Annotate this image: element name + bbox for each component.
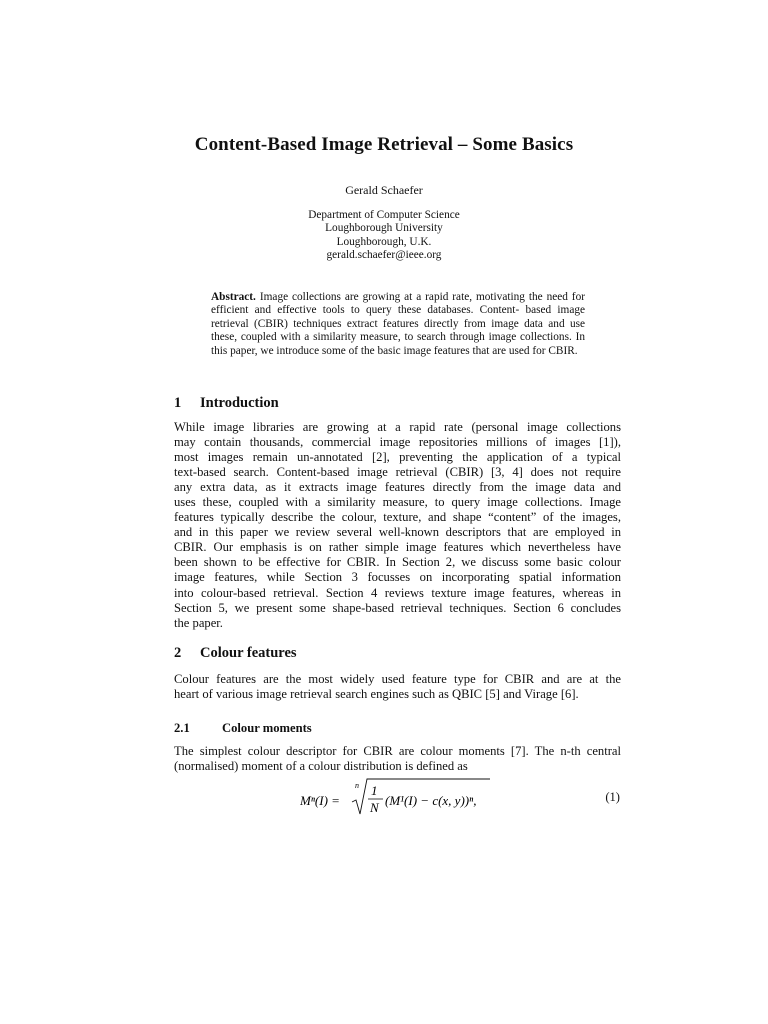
abstract-heading: Abstract.: [211, 291, 256, 303]
affiliation-block: [0, 209, 768, 263]
text-line: features typically describe the colour, texture, and shape “content” of the images,: [174, 510, 621, 525]
subsection-title: Colour moments: [222, 721, 312, 735]
abstract-line: image data and use these, coupled with a similarity measure, to search: [211, 317, 586, 344]
affiliation-line: Loughborough University: [325, 222, 443, 235]
author-email: gerald.schaefer@ieee.org: [326, 249, 442, 262]
equation-lhs: Mⁿ(I) =: [300, 793, 340, 808]
paper-title: Content-Based Image Retrieval – Some Basics: [194, 134, 574, 155]
subsection-number: 2.1: [174, 721, 190, 735]
equation-body: (M¹(I) − c(x, y))ⁿ,: [385, 793, 477, 808]
text-line: While image libraries are growing at a rapid rate (personal image collections: [174, 420, 621, 434]
equation-formula: [300, 776, 510, 822]
text-line: Colour features are the most widely used feature type for CBIR and are at the: [174, 672, 621, 686]
equation-root-index: n: [355, 781, 359, 790]
colour-moments-paragraph: [174, 744, 621, 774]
abstract-line: Image collections are growing at a rapid rate, motivating the: [259, 291, 543, 303]
affiliation-line: Department of Computer Science: [308, 209, 460, 221]
colour-features-paragraph: [174, 672, 621, 702]
fraction-denominator: N: [370, 800, 379, 815]
text-line: Section 5, we present some shape-based retrieval techniques. Section 6 concludes: [174, 600, 621, 615]
section-heading-introduction: [174, 395, 279, 412]
section-title: Introduction: [200, 395, 279, 411]
text-line: been shown to be effective for CBIR. In Section 2, we discuss some basic colour: [174, 555, 621, 570]
text-line: (normalised) moment of a colour distribution is defined as: [174, 759, 468, 774]
section-title: Colour features: [200, 645, 297, 661]
abstract-line: need for efficient and effective tools to query these databases. Content-: [211, 291, 585, 317]
affiliation-line: Loughborough, U.K.: [336, 235, 432, 248]
text-line: most images remain un-annotated [2], preventing the application of a typical: [174, 450, 621, 465]
text-line: the paper.: [174, 615, 223, 630]
text-line: heart of various image retrieval search engines such as QBIC [5] and Virage [6].: [174, 687, 579, 702]
text-line: and in this paper we review several well-known descriptors that are employed in: [174, 525, 621, 540]
text-line: CBIR. Our emphasis is on rather simple image features which nevertheless have: [174, 540, 621, 555]
subsection-heading-colour-moments: [174, 721, 312, 736]
text-line: any extra data, as it extracts image features directly from the image data and: [174, 480, 621, 495]
text-line: The simplest colour descriptor for CBIR are colour moments [7]. The n-th central: [174, 744, 621, 758]
equation-number: (1): [605, 790, 620, 804]
abstract-line: based image retrieval (CBIR) techniques extract features directly from: [211, 304, 586, 330]
abstract: [211, 291, 585, 358]
author-name: Gerald Schaefer: [345, 183, 423, 197]
section-number: 1: [174, 395, 182, 411]
text-line: image features, while Section 3 focusses on incorporating spatial information: [174, 570, 621, 585]
text-line: into colour-based retrieval. Section 4 reviews texture image features, whereas in: [174, 585, 621, 600]
section-heading-colour-features: [174, 645, 297, 662]
section-number: 2: [174, 645, 182, 661]
text-line: uses these, coupled with a similarity measure, to query image collections. Image: [174, 495, 621, 510]
text-line: text-based search. Content-based image retrieval (CBIR) [3, 4] does not require: [174, 465, 621, 480]
text-line: may contain thousands, commercial image repositories millions of images [1]),: [174, 435, 621, 450]
abstract-line: image features that are used for CBIR.: [403, 344, 578, 357]
fraction-numerator: 1: [371, 783, 378, 798]
introduction-paragraph: [174, 420, 621, 631]
equation: [300, 776, 510, 822]
abstract-line: through image collections. In this paper, we introduce some of the basic: [211, 331, 585, 357]
